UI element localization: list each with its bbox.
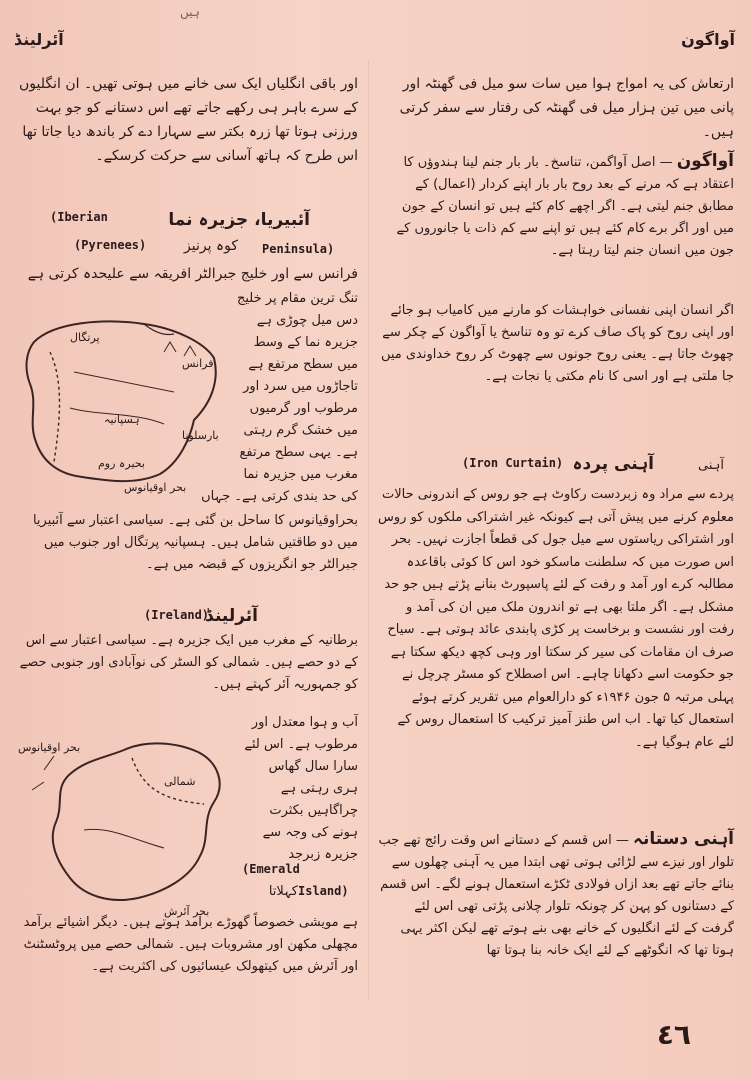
gauntlet-section: آہنی دستانہ — اس قسم کے دستانے اس وقت رائج تھے جب تلوار اور نیزے سے لڑائی ہوتی تھی ابتدا میں یہ آہنی چھلوں سے بنائے جاتے تھے بعد ازاں فولادی ٹکڑے استعمال ہونے لگے۔ اس قسم کے دستانوں کو پہن کر چونکہ تلوار چلانی پڑتی تھی اس لئے گرفت کے لئے انگلیوں کے خانے بھی بنے ہوتے تھے لیکن اکثر یہی ہوتا تھا کہ انگوٹھے کے لئے ایک خانہ بنا ہوتا تھا xyxy=(378,829,734,958)
gauntlet-body: اس قسم کے دستانے اس وقت رائج تھے جب تلوار اور نیزے سے لڑائی ہوتی تھی ابتدا میں یہ آہنی چھلوں سے بنائے جاتے تھے بعد ازاں فولادی ٹکڑے استعمال ہونے لگے۔ اس قسم کے دستانوں کو پہن کر چونکہ تلوار چلانی پڑتی تھی اس لئے گرفت کے لئے انگلیوں کے خانے بھی بنے ہوتے تھے لیکن اکثر یہی ہوتا تھا کہ انگوٹھے کے لئے ایک خانہ بنا ہوتا تھا xyxy=(378,833,734,958)
emerald-box xyxy=(228,858,358,910)
ireland-body-3-wrap xyxy=(14,912,358,978)
map-label-spain: ہسپانیہ xyxy=(104,413,140,426)
page-number: ٤٦ xyxy=(656,1018,691,1051)
map-label-barcelona: بارسلونا xyxy=(182,429,219,442)
top-mark: ہیں xyxy=(180,5,200,19)
pyrenees-en: (Pyrenees) xyxy=(74,238,147,252)
iron-curtain-heading-row xyxy=(378,452,734,480)
iberian-heading-row xyxy=(14,208,358,234)
iberian-en-1: (Iberian xyxy=(50,210,108,224)
pyrenees-row xyxy=(14,234,358,260)
ireland-map xyxy=(14,730,236,920)
map-label-france: فرانس xyxy=(182,357,214,370)
ireland-outline xyxy=(53,743,220,900)
iron-curtain-ur: آہنی xyxy=(698,458,724,473)
right-intro xyxy=(378,72,734,144)
iron-curtain-body-wrap xyxy=(378,484,734,754)
iron-curtain-heading: آہنی پردہ xyxy=(572,454,654,474)
iberia-map xyxy=(14,312,226,492)
map-label-north: شمالی xyxy=(164,775,196,788)
ireland-body-1-wrap xyxy=(14,630,358,696)
map-label-ireland-atlantic: بحر اوقیانوس xyxy=(18,741,81,754)
avagon-body: اصل آواگمن، تناسخ۔ بار بار جنم لینا ہندوؤں کا اعتقاد ہے کہ مرنے کے بعد روح بار بار اپنے کردار (اعمال) کے مطابق جنم لیتی ہے۔ اگر اچھے کام کئے ہیں تو انسان کے جون میں اور اگر برے کام کئے ہیں تو اپنے سے کم ذات یا جانوروں کے جون میں انسان جنم لیتا رہتا ہے۔ xyxy=(396,155,734,258)
map-label-atlantic: بحر اوقیانوس xyxy=(124,481,187,494)
avagon-body-2: اگر انسان اپنی نفسانی خواہشات کو مارنے میں کامیاب ہو جائے اور اپنی روح کو پاک صاف کرے تو وہ تناسخ یا آواگون کے چکر سے چھوٹ جاتا ہے۔ یعنی روح جونوں سے چھوٹ کر روح خداوندی میں جا ملتی ہے اور اسی کا نام مکتی یا نجات ہے۔ xyxy=(380,303,734,384)
river-1 xyxy=(74,372,174,392)
left-intro xyxy=(14,72,358,168)
iberian-body-1: تنگ ترین مقام پر خلیج دس میل چوڑی ہے جزیرہ نما کے وسط میں سطح مرتفع ہے تاجاڑوں میں سرد اور مرطوب اور گرمیوں میں خشک گرم رہتی ہے۔ یہی سطح مرتفع مغرب میں جزیرہ نما کی حد بندی کرتی ہے۔ جہاں xyxy=(201,291,358,504)
emerald-en-1: (Emerald xyxy=(242,862,300,876)
avagon-heading: آواگون xyxy=(676,151,734,171)
ireland-en: (Ireland) xyxy=(144,608,210,622)
ireland-heading: آئرلینڈ xyxy=(205,606,258,626)
iron-curtain-en: (Iron Curtain) xyxy=(462,456,564,470)
ireland-heading-row xyxy=(14,604,358,630)
ireland-body-2: آب و ہوا معتدل اور مرطوب ہے۔ اس لئے سارا سال گھاس ہری رہتی ہے چراگاہیں بکثرت ہونے کی وجہ سے جزیرہ زبرجد xyxy=(244,715,358,862)
map-label-portugal: پرتگال xyxy=(70,331,100,344)
iberian-body-2: بحراوقیانوس کا ساحل بن گئی ہے۔ سیاسی اعتبار سے آئبیریا میں دو طاقتیں شامل ہیں۔ ہسپانیہ پرتگال اور جنوب میں جبرالٹر جو انگریزوں کے قبضہ میں ہے۔ xyxy=(32,513,358,572)
ireland-river xyxy=(84,829,164,848)
iberian-heading: آئبیریا، جزیرہ نما xyxy=(168,210,310,230)
header-left: آئرلینڈ xyxy=(14,30,64,49)
left-intro-text: اور باقی انگلیاں ایک سی خانے میں ہوتی تھیں۔ ان انگلیوں کے سرے باہر ہی رکھے جاتے تھے اس دستانے کو جو بہت ورزنی ہوتا تھا زرہ بکتر سے سہارا دے کر باندھ دیا جاتا تھا اس طرح کہ ہاتھ آسانی سے حرکت کرسکے۔ xyxy=(19,76,358,164)
emerald-ur: کہلاتا xyxy=(268,884,298,899)
right-intro-text: ارتعاش کی یہ امواج ہوا میں سات سو میل فی گھنٹہ اور پانی میں تین ہزار میل فی گھنٹہ کی رفتار سے سفر کرتی ہیں۔ xyxy=(399,76,734,140)
avagon-body-2-wrap xyxy=(378,300,734,388)
pyrenees-line xyxy=(14,262,358,286)
emerald-en-2: Island) xyxy=(298,884,349,898)
iberian-en-2: Peninsula) xyxy=(262,242,335,256)
iron-curtain-body: پردے سے مراد وہ زبردست رکاوٹ ہے جو روس کے اندرونی حالات معلوم کرنے میں پیش آتی ہے کیونکہ غیر اشتراکی ملکوں کو روس اور اشتراکی ریاستوں سے میل جول کی قطعاً اجازت نہیں۔ بحر اس صورت میں کہ سلطنت ماسکو خود اس کا کوئی باقاعدہ مطالبہ کرے اور آمد و رفت کے لئے پاسپورٹ بنانے پڑتے ہیں جو حد مشکل ہے۔ اگر ملتا بھی ہے تو اندرون ملک میں ان کی آمد و رفت اور نشست و برخاست پر کڑی پابندی عائد ہوتی ہے۔ سیاح صرف ان مقامات کی سیر کر سکتا اور وہی کچھ دیکھ سکتا ہے جو حکومت اسے دکھانا چاہے۔ اس اصطلاح کو مسٹر چرچل نے پہلی مرتبہ ۵ جون ۱۹۴۶ء کو دارالعوام میں تقریر کرتے ہوئے استعمال کیا تھا۔ اب اس طنز آمیز ترکیب کا استعمال روس کے لئے عام ہوگیا ہے۔ xyxy=(378,487,734,750)
gauntlet-heading: آہنی دستانہ xyxy=(633,829,734,849)
pyrenees-ur: کوہ پرنیز xyxy=(184,238,239,254)
ireland-body-3: ہے مویشی خصوصاً گھوڑے برآمد ہوتے ہیں۔ دیگر اشیائے برآمد مچھلی مکھن اور مشروبات ہیں۔ شمالی حصے میں پروٹسٹنٹ اور آئرش میں کیتھولک عیسائیوں کی اکثریت ہے۔ xyxy=(23,915,358,974)
coast-marks xyxy=(32,756,54,790)
header-right: آواگون xyxy=(681,30,735,49)
pyrenees-line-text: فرانس سے اور خلیج جبرالٹر افریقہ سے علیحدہ کرتی ہے xyxy=(27,266,358,282)
avagon-section: آواگون — اصل آواگمن، تناسخ۔ بار بار جنم لینا ہندوؤں کا اعتقاد ہے کہ مرنے کے بعد روح بار بار اپنے کردار (اعمال) کے مطابق جنم لیتی ہے۔ اگر اچھے کام کئے ہیں تو انسان کے جون میں اور اگر برے کام کئے ہیں تو اپنے سے کم ذات یا جانوروں کے جون میں انسان جنم لیتا رہتا ہے۔ xyxy=(396,151,734,258)
map-label-med: بحیرہ روم xyxy=(98,457,145,470)
portugal-border xyxy=(50,352,60,462)
iberian-body-2-wrap xyxy=(14,510,358,576)
ireland-body-1: برطانیہ کے مغرب میں ایک جزیرہ ہے۔ سیاسی اعتبار سے اس کے دو حصے ہیں۔ شمالی کو السٹر کی نوآبادی اور جنوبی حصے کو جمہوریہ آئر کہتے ہیں۔ xyxy=(19,633,358,692)
map-label-irish-sea: بحر آئرش xyxy=(164,905,210,918)
